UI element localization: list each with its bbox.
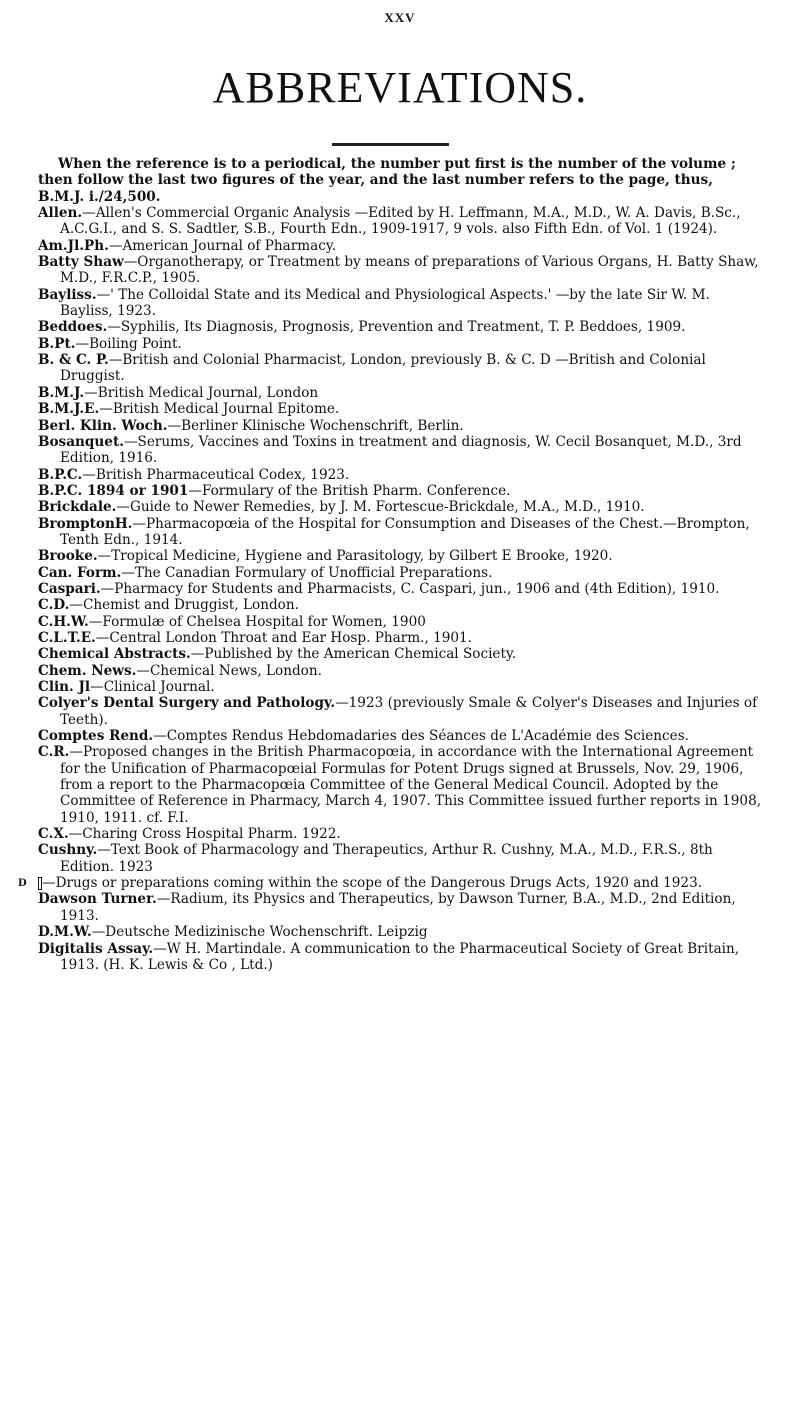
abbreviation-entry: [38, 597, 762, 613]
abbreviation-definition: —British Pharmaceutical Codex, 1923.: [82, 466, 350, 483]
abbreviation-entry: [38, 418, 762, 434]
title-rule: [332, 143, 449, 146]
abbreviation-entry: [38, 434, 762, 467]
abbreviation-entry: [38, 728, 762, 744]
entries: [18, 205, 762, 973]
abbreviation-term: Brooke.: [38, 548, 98, 565]
abbreviation-entry: [38, 205, 762, 238]
abbreviation-term: Clin. Jl: [38, 679, 91, 695]
abbreviation-term: Allen.: [38, 205, 83, 222]
abbreviation-term: Am.Jl.Ph.: [38, 237, 109, 254]
abbreviation-term: Caspari.: [38, 580, 101, 597]
abbreviation-term: Bayliss.: [38, 286, 97, 303]
abbreviation-definition: —1923 (previously Smale & Colyer's Diseases and Injuries of Teeth).: [60, 695, 758, 728]
abbreviation-term: B. & C. P.: [38, 352, 109, 369]
abbreviation-definition: —Formulæ of Chelsea Hospital for Women, 1900: [88, 613, 426, 630]
abbreviation-definition: —Organotherapy, or Treatment by means of preparations of Various Organs, H. Batty Shaw, M.D., F.R.C.P., 1905.: [60, 254, 759, 287]
abbreviation-definition: —Clinical Journal.: [90, 679, 215, 695]
page-number: XXV: [384, 10, 416, 25]
abbreviation-term: D: [38, 877, 42, 890]
abbreviation-entry: [38, 548, 762, 564]
abbreviation-entry: [38, 352, 762, 385]
abbreviation-term: C.L.T.E.: [38, 629, 96, 646]
abbreviation-definition: —Pharmacopœia of the Hospital for Consumption and Diseases of the Chest.—Brompton, Tenth Edn., 1914.: [60, 515, 750, 548]
abbreviation-term: C.X.: [38, 826, 69, 843]
abbreviation-definition: —Tropical Medicine, Hygiene and Parasitology, by Gilbert E Brooke, 1920.: [97, 548, 613, 565]
abbreviation-entry: [38, 385, 762, 401]
abbreviation-term: Batty Shaw: [38, 254, 124, 271]
abbreviations-list: [18, 156, 762, 973]
abbreviation-entry: [38, 483, 762, 499]
abbreviation-entry: [38, 695, 762, 728]
abbreviation-definition: —Published by the American Chemical Society.: [190, 646, 517, 663]
abbreviation-definition: —Text Book of Pharmacology and Therapeutics, Arthur R. Cushny, M.A., M.D., F.R.S., 8th Edition. 1923: [60, 842, 713, 875]
abbreviation-entry: [38, 630, 762, 646]
page-title: ABBREVIATIONS.: [212, 63, 588, 112]
intro-paragraph: When the reference is to a periodical, the number put first is the number of the volume ; then follow the last two figures of the year, and the last number refers to the page, thus, B.M.J. i./24,500.: [38, 156, 736, 205]
abbreviation-definition: —Pharmacy for Students and Pharmacists, C. Caspari, jun., 1906 and (4th Edition), 1910.: [100, 580, 720, 597]
abbreviation-entry: [38, 401, 762, 417]
abbreviation-term: Chem. News.: [38, 662, 137, 679]
abbreviation-definition: —Guide to Newer Remedies, by J. M. Fortescue-Brickdale, M.A., M.D., 1910.: [116, 499, 645, 516]
abbreviation-entry: [38, 679, 762, 695]
abbreviation-entry: [38, 254, 762, 287]
abbreviation-term: Berl. Klin. Woch.: [38, 417, 168, 434]
abbreviation-entry: [38, 499, 762, 515]
abbreviation-definition: —The Canadian Formulary of Unofficial Preparations.: [121, 564, 493, 581]
abbreviation-definition: —British Medical Journal, London: [84, 384, 319, 401]
abbreviation-term: Beddoes.: [38, 319, 108, 336]
abbreviation-entry: [38, 319, 762, 335]
abbreviation-entry: [38, 614, 762, 630]
abbreviation-entry: [38, 924, 762, 940]
abbreviation-term: Can. Form.: [38, 564, 122, 581]
abbreviation-term: Colyer's Dental Surgery and Pathology.: [38, 695, 336, 712]
abbreviation-term: C.D.: [38, 597, 70, 614]
abbreviation-entry: [38, 565, 762, 581]
abbreviation-entry: [38, 826, 762, 842]
abbreviation-term: Digitalis Assay.: [38, 940, 154, 957]
abbreviation-term: D.M.W.: [38, 924, 92, 941]
abbreviation-entry: [38, 467, 762, 483]
abbreviation-entry: [38, 941, 762, 974]
abbreviation-term: Dawson Turner.: [38, 891, 157, 908]
abbreviation-entry: [38, 581, 762, 597]
abbreviation-term: Brickdale.: [38, 499, 117, 516]
abbreviation-term: Bosanquet.: [38, 433, 124, 450]
abbreviation-entry: [38, 336, 762, 352]
abbreviation-entry: [38, 744, 762, 826]
abbreviation-entry: [38, 663, 762, 679]
abbreviation-definition: —Drugs or preparations coming within the scope of the Dangerous Drugs Acts, 1920 and 1923.: [42, 875, 703, 892]
abbreviation-definition: —Radium, its Physics and Therapeutics, by Dawson Turner, B.A., M.D., 2nd Edition, 1913.: [60, 891, 736, 924]
abbreviation-entry: [38, 287, 762, 320]
abbreviation-definition: —Berliner Klinische Wochenschrift, Berlin.: [167, 417, 464, 434]
abbreviation-entry: [38, 238, 762, 254]
abbreviation-term: BromptonH.: [38, 515, 133, 532]
abbreviation-definition: —Serums, Vaccines and Toxins in treatment and diagnosis, W. Cecil Bosanquet, M.D., 3rd Edition, 1916.: [60, 433, 742, 467]
abbreviation-definition: —Proposed changes in the British Pharmacopœia, in accordance with the International Agreement for the Unification of Pharmacopœial Formulas for Potent Drugs signed at Brussels, Nov. 29, 1906, from a report to the Pharmacopœia Committee of the General Medical Council. Adopted by the Committee of Reference in Pharmacy, March 4, 1907. This Committee issued further reports in 1908, 1910, 1911. cf. F.I.: [60, 744, 762, 826]
abbreviation-definition: —British and Colonial Pharmacist, London, previously B. & C. D —British and Colonial Druggist.: [60, 352, 706, 385]
abbreviation-term: Cushny.: [38, 842, 98, 859]
abbreviation-entry: [38, 891, 762, 924]
abbreviation-definition: —Formulary of the British Pharm. Conference.: [188, 482, 511, 499]
abbreviation-entry: [38, 842, 762, 875]
abbreviation-definition: —W H. Martindale. A communication to the Pharmaceutical Society of Great Britain, 1913. (H. K. Lewis & Co , Ltd.): [60, 940, 740, 973]
abbreviation-term: Comptes Rend.: [38, 728, 154, 745]
abbreviation-definition: —' The Colloidal State and its Medical and Physiological Aspects.' —by the late Sir W. M. Bayliss, 1923.: [60, 286, 710, 320]
abbreviation-definition: —Chemical News, London.: [136, 662, 322, 679]
abbreviation-definition: —Deutsche Medizinische Wochenschrift. Leipzig: [91, 924, 428, 941]
abbreviation-term: C.H.W.: [38, 613, 89, 630]
abbreviation-definition: —Boiling Point.: [75, 335, 182, 352]
abbreviation-definition: —Charing Cross Hospital Pharm. 1922.: [68, 826, 341, 843]
abbreviation-term: B.M.J.: [38, 384, 85, 401]
abbreviation-definition: —British Medical Journal Epitome.: [99, 401, 340, 418]
abbreviation-term: Chemical Abstracts.: [38, 646, 191, 663]
abbreviation-definition: —Syphilis, Its Diagnosis, Prognosis, Prevention and Treatment, T. P. Beddoes, 1909.: [107, 319, 686, 336]
abbreviation-definition: —Allen's Commercial Organic Analysis —Edited by H. Leffmann, M.A., M.D., W. A. Davis, B.Sc., A.C.G.I., and S. S. Sadtler, S.B., Fourth Edn., 1909-1917, 9 vols. also Fifth Edn. of Vol. 1 (1924).: [60, 205, 741, 238]
abbreviation-term: C.R.: [38, 744, 70, 761]
abbreviation-definition: —Chemist and Druggist, London.: [69, 597, 299, 614]
abbreviation-term: B.M.J.E.: [38, 401, 100, 418]
abbreviation-entry: [38, 516, 762, 549]
abbreviation-entry: [38, 646, 762, 662]
abbreviation-term: B.P.C. 1894 or 1901: [38, 482, 189, 499]
abbreviation-definition: —American Journal of Pharmacy.: [108, 237, 337, 254]
abbreviation-definition: —Central London Throat and Ear Hosp. Pharm., 1901.: [95, 629, 473, 646]
abbreviation-entry: [18, 875, 762, 892]
abbreviation-term: B.Pt.: [38, 335, 76, 352]
abbreviation-definition: —Comptes Rendus Hebdomadaries des Séances de L'Académie des Sciences.: [153, 728, 690, 745]
abbreviation-term: B.P.C.: [38, 466, 83, 483]
